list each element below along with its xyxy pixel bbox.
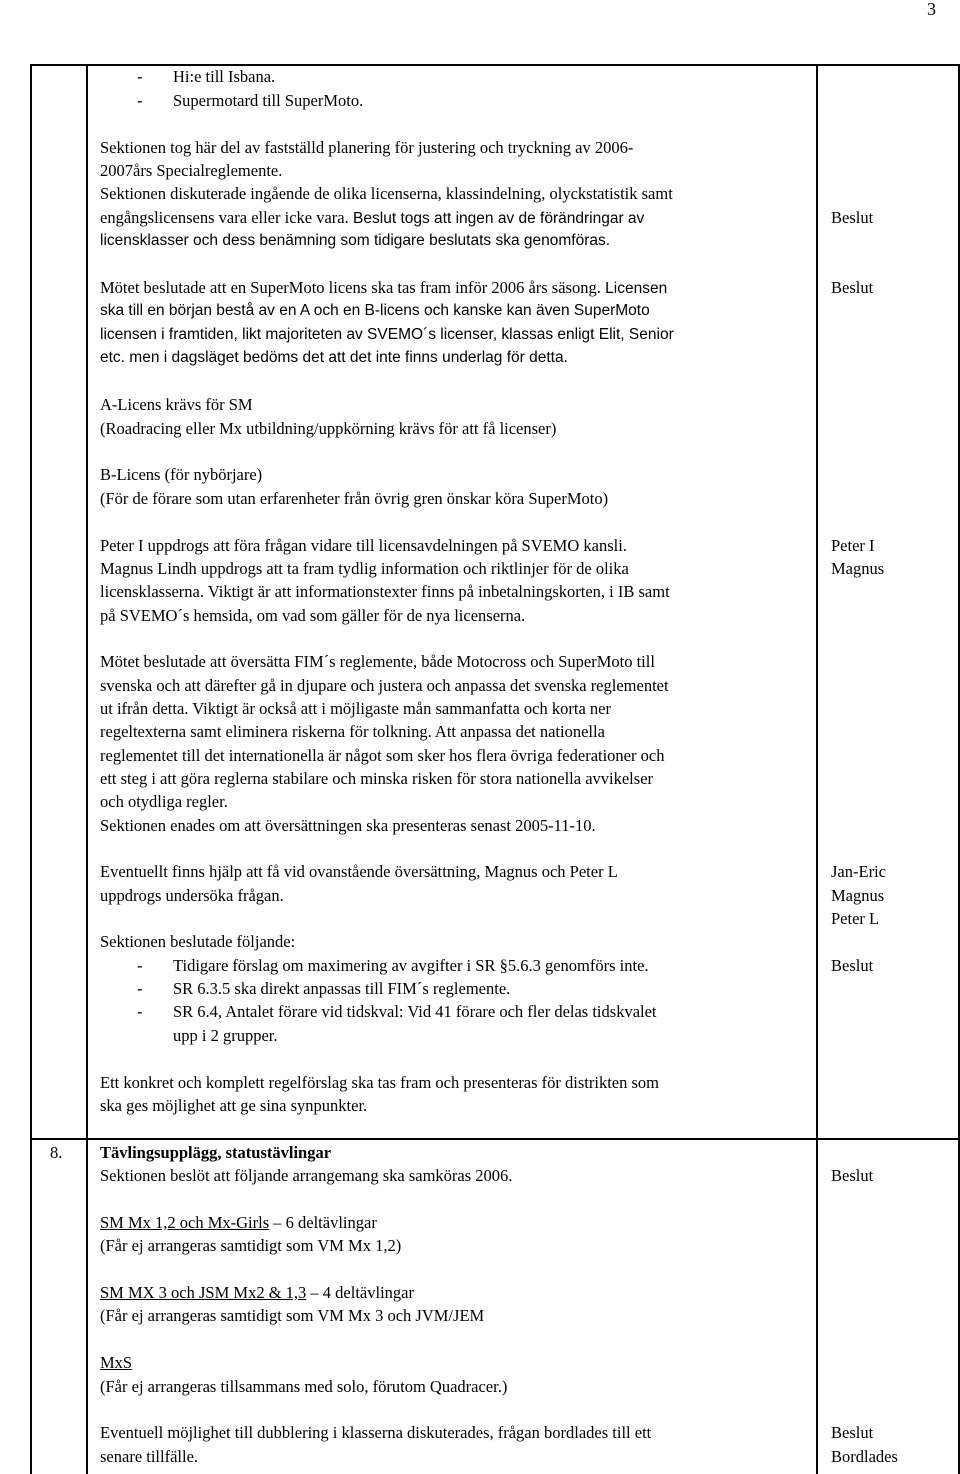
paragraph-text: engångslicensens vara eller icke vara. <box>100 208 349 227</box>
paragraph-line: senare tillfälle. <box>100 1447 199 1466</box>
margin-note: Beslut <box>831 1166 874 1185</box>
page-number: 3 <box>927 0 936 19</box>
margin-note: Beslut <box>831 208 874 227</box>
paragraph-line: Ett konkret och komplett regelförslag ska tas fram och presenteras för distrikten som <box>100 1073 660 1092</box>
arrangement-count: – 4 deltävlingar <box>306 1283 414 1302</box>
margin-note: Magnus <box>831 886 885 905</box>
paragraph-line: Mötet beslutade att översätta FIM´s reglemente, både Motocross och SuperMoto till <box>100 652 655 671</box>
paragraph-line: Sektionen enades om att översättningen ska presenteras senast 2005-11-10. <box>100 816 596 835</box>
paragraph-line <box>100 207 644 230</box>
paragraph-line: ut ifrån detta. Viktigt är också att i möjligaste mån sammanfatta och korta ner <box>100 699 611 718</box>
paragraph-line: (För de förare som utan erfarenheter från övrig gren önskar köra SuperMoto) <box>100 489 609 508</box>
margin-note: Peter I <box>831 536 875 555</box>
paragraph-line: B-Licens (för nybörjare) <box>100 465 263 484</box>
margin-note: Jan-Eric <box>831 862 886 881</box>
paragraph-line: Sektionen beslöt att följande arrangemang ska samköras 2006. <box>100 1166 513 1185</box>
list-item: Hi:e till Isbana. <box>173 67 276 86</box>
list-marker: - <box>137 67 143 86</box>
list-item: upp i 2 grupper. <box>173 1026 278 1045</box>
margin-note: Magnus <box>831 559 885 578</box>
paragraph-line: ska till en början bestå av en A och en B-licens och kanske kan även SuperMoto <box>100 302 650 319</box>
list-marker: - <box>137 979 143 998</box>
paragraph-line: Sektionen diskuterade ingående de olika licenserna, klassindelning, olyckstatistik samt <box>100 184 673 203</box>
paragraph-line: Eventuell möjlighet till dubblering i klasserna diskuterades, frågan bordlades till ett <box>100 1423 652 1442</box>
margin-note: Beslut <box>831 956 874 975</box>
section-number: 8. <box>50 1143 63 1162</box>
paragraph-line: svenska och att därefter gå in djupare och justera och anpassa det svenska reglementet <box>100 676 669 695</box>
margin-note: Beslut <box>831 278 874 297</box>
paragraph-line: Sektionen beslutade följande: <box>100 932 296 951</box>
arrangement-classes: SM Mx 1,2 och Mx-Girls <box>100 1213 270 1232</box>
arrangement-classes: MxS <box>100 1353 133 1372</box>
list-item: Supermotard till SuperMoto. <box>173 91 364 110</box>
paragraph-line: A-Licens krävs för SM <box>100 395 253 414</box>
arrangement-note: (Får ej arrangeras samtidigt som VM Mx 1,2) <box>100 1236 402 1255</box>
paragraph-line: och otydliga regler. <box>100 792 228 811</box>
table-border-left <box>30 64 32 1474</box>
section-title: Tävlingsupplägg, statustävlingar <box>100 1143 332 1162</box>
arrangement-note: (Får ej arrangeras tillsammans med solo, förutom Quadracer.) <box>100 1377 508 1396</box>
paragraph-text-sans: Beslut togs att ingen av de förändringar av <box>348 210 645 227</box>
paragraph-line: Peter I uppdrogs att föra frågan vidare till licensavdelningen på SVEMO kansli. <box>100 536 627 555</box>
arrangement-line <box>100 1282 414 1304</box>
table-border-top <box>30 64 960 66</box>
paragraph-line: ett steg i att göra reglerna stabilare och minska risken för stora nationella avvikelser <box>100 769 654 788</box>
paragraph-line: 2007års Specialreglemente. <box>100 161 283 180</box>
paragraph-line: på SVEMO´s hemsida, om vad som gäller för de nya licenserna. <box>100 606 526 625</box>
arrangement-count: – 6 deltävlingar <box>269 1213 377 1232</box>
list-item: SR 6.4, Antalet förare vid tidskval: Vid 41 förare och fler delas tidskvalet <box>173 1002 657 1021</box>
column-divider-number <box>86 64 88 1474</box>
list-marker: - <box>137 956 143 975</box>
paragraph-line: licensen i framtiden, likt majoriteten av SVEMO´s licenser, klassas enligt Elit, Senior <box>100 326 674 343</box>
paragraph-line: ska ges möjlighet att ge sina synpunkter. <box>100 1096 368 1115</box>
arrangement-note: (Får ej arrangeras samtidigt som VM Mx 3 och JVM/JEM <box>100 1306 485 1325</box>
arrangement-classes: SM MX 3 och JSM Mx2 & 1,3 <box>100 1283 307 1302</box>
paragraph-line: Sektionen tog här del av fastställd planering för justering och tryckning av 2006- <box>100 138 634 157</box>
paragraph-line: etc. men i dagsläget bedöms det att det inte finns underlag för detta. <box>100 349 568 366</box>
table-border-right <box>958 64 960 1474</box>
paragraph-line: reglementet till det internationella är något som sker hos flera övriga federationer och <box>100 746 665 765</box>
paragraph-text-sans: Licensen <box>600 280 668 297</box>
paragraph-line: (Roadracing eller Mx utbildning/uppkörning krävs för att få licenser) <box>100 419 557 438</box>
paragraph-line: licensklasserna. Viktigt är att informationstexter finns på inbetalningskorten, i IB samt <box>100 582 670 601</box>
paragraph-line: uppdrogs undersöka frågan. <box>100 886 284 905</box>
list-marker: - <box>137 1002 143 1021</box>
list-item: SR 6.3.5 ska direkt anpassas till FIM´s reglemente. <box>173 979 511 998</box>
paragraph-line: regeltexterna samt eliminera riskerna för tolkning. Att anpassa det nationella <box>100 722 605 741</box>
list-item: Tidigare förslag om maximering av avgifter i SR §5.6.3 genomförs inte. <box>173 956 649 975</box>
margin-note: Bordlades <box>831 1447 898 1466</box>
paragraph-line <box>100 277 667 300</box>
paragraph-line: Eventuellt finns hjälp att få vid ovanstående översättning, Magnus och Peter L <box>100 862 618 881</box>
list-marker: - <box>137 91 143 110</box>
paragraph-line: licensklasser och dess benämning som tidigare beslutats ska genomföras. <box>100 232 611 249</box>
arrangement-line <box>100 1212 377 1234</box>
margin-note: Peter L <box>831 909 880 928</box>
paragraph-text: Mötet beslutade att en SuperMoto licens ska tas fram inför 2006 års säsong. <box>100 278 601 297</box>
column-divider-margin <box>816 64 818 1474</box>
row-divider <box>30 1138 960 1140</box>
paragraph-line: Magnus Lindh uppdrogs att ta fram tydlig information och riktlinjer för de olika <box>100 559 629 578</box>
margin-note: Beslut <box>831 1423 874 1442</box>
